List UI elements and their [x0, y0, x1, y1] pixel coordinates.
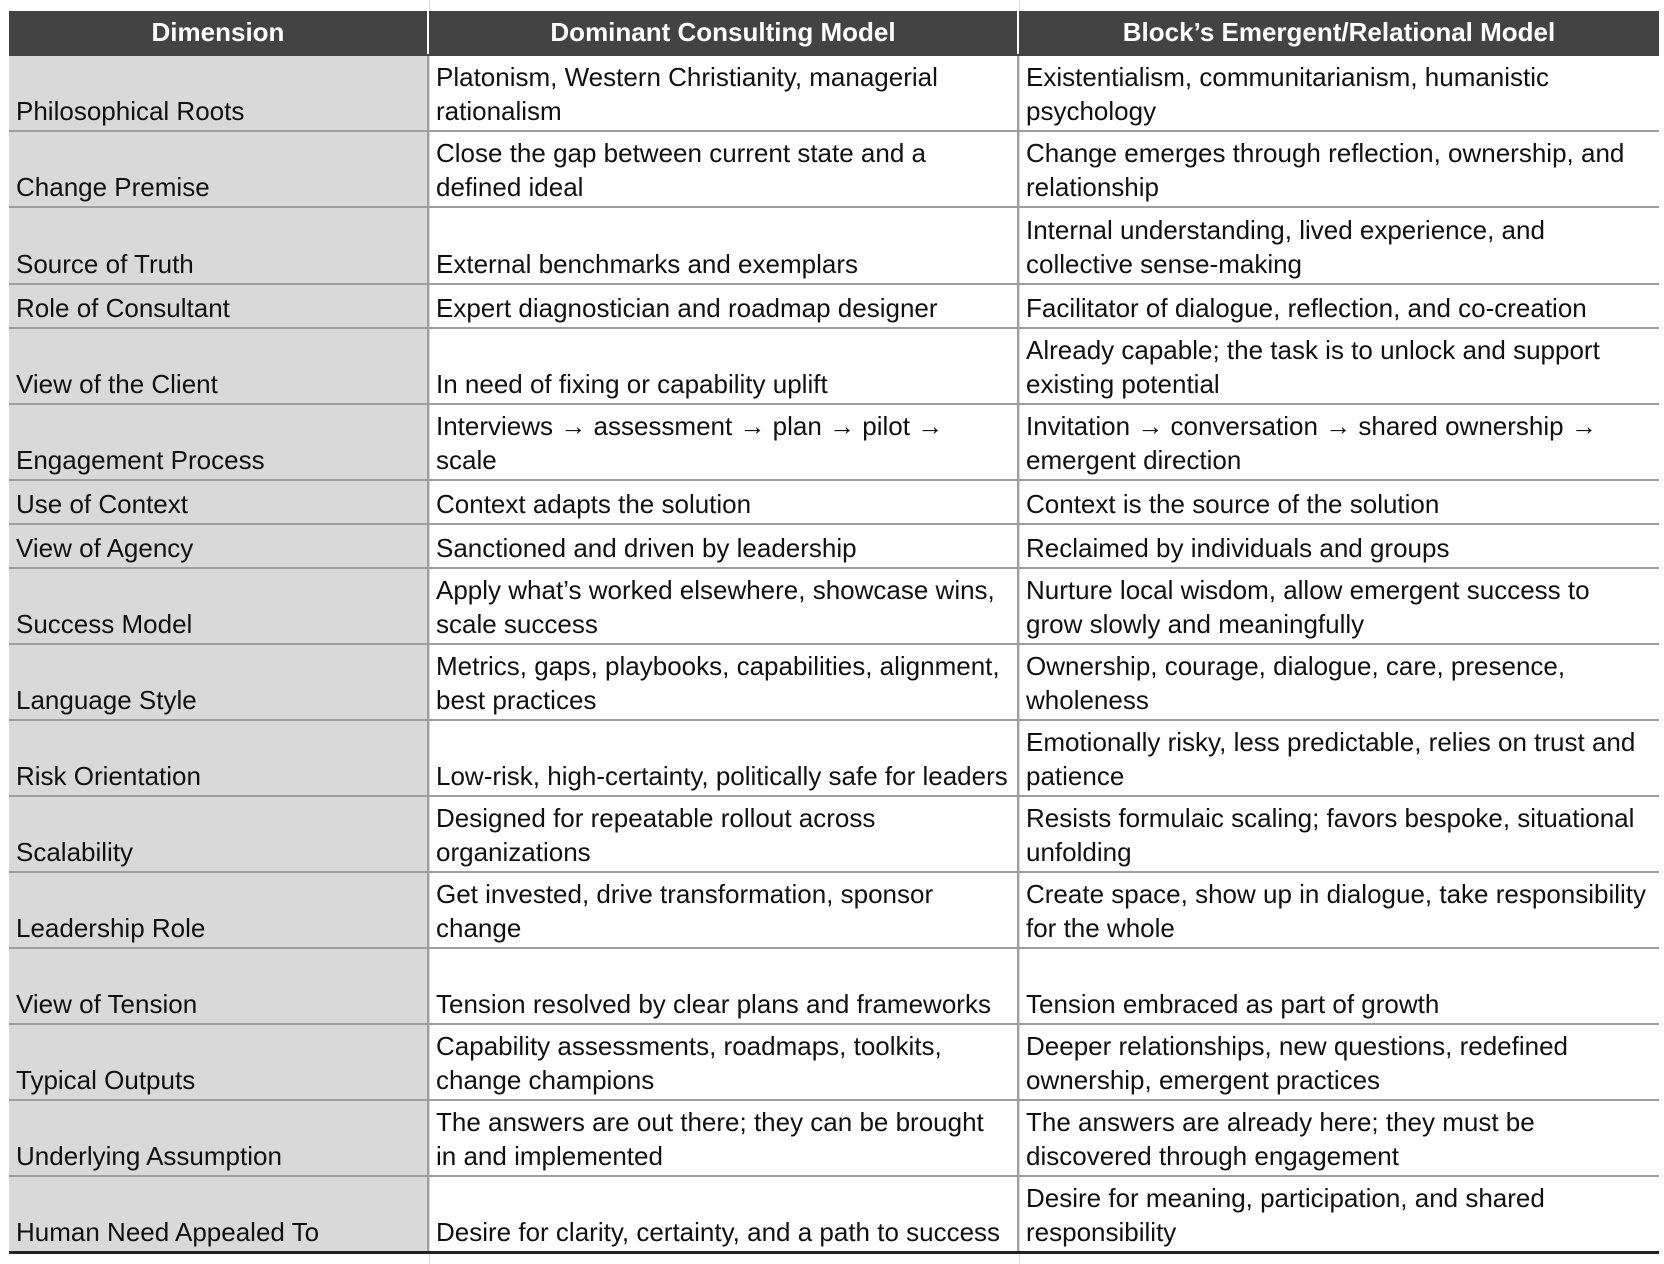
table-row	[9, 284, 1659, 328]
dominant-cell[interactable]: Expert diagnostician and roadmap designer	[428, 284, 1018, 328]
dimension-cell[interactable]: View of Tension	[9, 948, 428, 1024]
dominant-cell[interactable]: The answers are out there; they can be brought in and implemented	[428, 1100, 1018, 1176]
dimension-cell[interactable]: Philosophical Roots	[9, 55, 428, 131]
table-row	[9, 1100, 1659, 1176]
dominant-cell[interactable]: External benchmarks and exemplars	[428, 207, 1018, 284]
dimension-cell[interactable]: Typical Outputs	[9, 1024, 428, 1100]
block-cell[interactable]: Resists formulaic scaling; favors bespoke, situational unfolding	[1018, 796, 1659, 872]
table-row	[9, 207, 1659, 284]
dominant-cell[interactable]: Apply what’s worked elsewhere, showcase wins, scale success	[428, 568, 1018, 644]
table-row	[9, 720, 1659, 796]
dominant-cell[interactable]: Close the gap between current state and a defined ideal	[428, 131, 1018, 207]
dominant-cell[interactable]: Context adapts the solution	[428, 480, 1018, 524]
header-row	[9, 11, 1659, 55]
block-cell[interactable]: Context is the source of the solution	[1018, 480, 1659, 524]
table-row	[9, 1024, 1659, 1100]
dimension-cell[interactable]: Scalability	[9, 796, 428, 872]
header-block-model[interactable]: Block’s Emergent/Relational Model	[1018, 11, 1659, 55]
dominant-cell[interactable]: Capability assessments, roadmaps, toolkits, change champions	[428, 1024, 1018, 1100]
block-cell[interactable]: Existentialism, communitarianism, humanistic psychology	[1018, 55, 1659, 131]
block-cell[interactable]: Create space, show up in dialogue, take responsibility for the whole	[1018, 872, 1659, 948]
table-row	[9, 948, 1659, 1024]
dominant-cell[interactable]: Sanctioned and driven by leadership	[428, 524, 1018, 568]
block-cell[interactable]: Nurture local wisdom, allow emergent success to grow slowly and meaningfully	[1018, 568, 1659, 644]
dominant-cell[interactable]: Interviews → assessment → plan → pilot → scale	[428, 404, 1018, 480]
table-row	[9, 524, 1659, 568]
dimension-cell[interactable]: Engagement Process	[9, 404, 428, 480]
block-cell[interactable]: Invitation → conversation → shared ownership → emergent direction	[1018, 404, 1659, 480]
dominant-cell[interactable]: Platonism, Western Christianity, managerial rationalism	[428, 55, 1018, 131]
dimension-cell[interactable]: Role of Consultant	[9, 284, 428, 328]
table-row	[9, 328, 1659, 404]
table-row	[9, 644, 1659, 720]
dimension-cell[interactable]: Change Premise	[9, 131, 428, 207]
dimension-cell[interactable]: Source of Truth	[9, 207, 428, 284]
table-row	[9, 872, 1659, 948]
block-cell[interactable]: Already capable; the task is to unlock and support existing potential	[1018, 328, 1659, 404]
dominant-cell[interactable]: Low-risk, high-certainty, politically safe for leaders	[428, 720, 1018, 796]
block-cell[interactable]: Internal understanding, lived experience, and collective sense-making	[1018, 207, 1659, 284]
table-row	[9, 55, 1659, 131]
dimension-cell[interactable]: View of the Client	[9, 328, 428, 404]
table-row	[9, 404, 1659, 480]
header-dimension[interactable]: Dimension	[9, 11, 428, 55]
table-row	[9, 480, 1659, 524]
dimension-cell[interactable]: View of Agency	[9, 524, 428, 568]
block-cell[interactable]: Ownership, courage, dialogue, care, presence, wholeness	[1018, 644, 1659, 720]
block-cell[interactable]: Desire for meaning, participation, and shared responsibility	[1018, 1176, 1659, 1253]
table-row	[9, 131, 1659, 207]
block-cell[interactable]: Deeper relationships, new questions, redefined ownership, emergent practices	[1018, 1024, 1659, 1100]
dimension-cell[interactable]: Human Need Appealed To	[9, 1176, 428, 1253]
table-row	[9, 796, 1659, 872]
table-row	[9, 568, 1659, 644]
dimension-cell[interactable]: Leadership Role	[9, 872, 428, 948]
block-cell[interactable]: Facilitator of dialogue, reflection, and co-creation	[1018, 284, 1659, 328]
dominant-cell[interactable]: Tension resolved by clear plans and frameworks	[428, 948, 1018, 1024]
block-cell[interactable]: Emotionally risky, less predictable, relies on trust and patience	[1018, 720, 1659, 796]
dominant-cell[interactable]: Desire for clarity, certainty, and a path to success	[428, 1176, 1018, 1253]
block-cell[interactable]: Tension embraced as part of growth	[1018, 948, 1659, 1024]
dimension-cell[interactable]: Risk Orientation	[9, 720, 428, 796]
dominant-cell[interactable]: Get invested, drive transformation, sponsor change	[428, 872, 1018, 948]
dominant-cell[interactable]: Metrics, gaps, playbooks, capabilities, alignment, best practices	[428, 644, 1018, 720]
table-row	[9, 1176, 1659, 1253]
dimension-cell[interactable]: Success Model	[9, 568, 428, 644]
block-cell[interactable]: Reclaimed by individuals and groups	[1018, 524, 1659, 568]
dimension-cell[interactable]: Use of Context	[9, 480, 428, 524]
dominant-cell[interactable]: In need of fixing or capability uplift	[428, 328, 1018, 404]
block-cell[interactable]: Change emerges through reflection, ownership, and relationship	[1018, 131, 1659, 207]
block-cell[interactable]: The answers are already here; they must be discovered through engagement	[1018, 1100, 1659, 1176]
dimension-cell[interactable]: Language Style	[9, 644, 428, 720]
dominant-cell[interactable]: Designed for repeatable rollout across organizations	[428, 796, 1018, 872]
comparison-table	[9, 11, 1659, 1254]
header-dominant-model[interactable]: Dominant Consulting Model	[428, 11, 1018, 55]
dimension-cell[interactable]: Underlying Assumption	[9, 1100, 428, 1176]
